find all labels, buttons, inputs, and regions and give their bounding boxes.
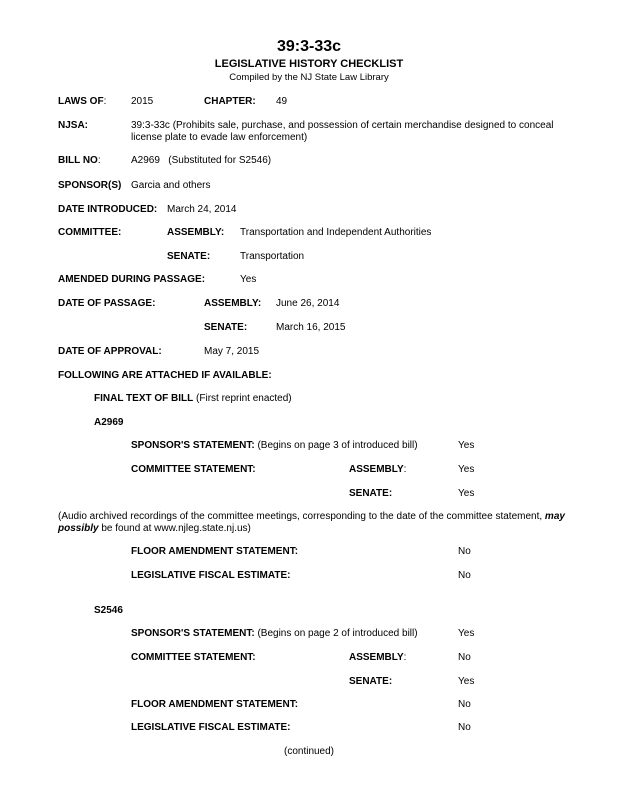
bill-no-value: A2969 (Substituted for S2546): [131, 155, 272, 166]
sponsors-value: Garcia and others: [131, 180, 211, 191]
approval-label: DATE OF APPROVAL:: [58, 346, 162, 357]
bill-s2546-heading: S2546: [94, 605, 123, 616]
bill-a2969-heading: A2969: [94, 417, 124, 428]
njsa-value: 39:3-33c (Prohibits sale, purchase, and possession of certain merchandise designed to conceal license plate to evade law enforcement): [131, 120, 554, 143]
s2546-sponsor-statement: SPONSOR'S STATEMENT: (Begins on page 2 of introduced bill): [131, 628, 418, 639]
chapter-value: 49: [276, 96, 288, 107]
bill-no-label: BILL NO:: [58, 155, 101, 166]
document-subtitle: Compiled by the NJ State Law Library: [229, 72, 389, 83]
continued-note: (continued): [283, 746, 335, 757]
passage-label: DATE OF PASSAGE:: [58, 298, 156, 309]
sponsors-label: SPONSOR(S): [58, 180, 122, 191]
passage-assembly-value: June 26, 2014: [276, 298, 340, 309]
a2969-fiscal-estimate-label: LEGISLATIVE FISCAL ESTIMATE:: [131, 570, 291, 581]
attached-heading: FOLLOWING ARE ATTACHED IF AVAILABLE:: [58, 370, 272, 381]
s2546-fiscal-estimate-label: LEGISLATIVE FISCAL ESTIMATE:: [131, 722, 291, 733]
a2969-assembly-value: Yes: [458, 464, 475, 475]
amended-value: Yes: [240, 274, 257, 285]
committee-senate-value: Transportation: [240, 251, 305, 262]
passage-assembly-label: ASSEMBLY:: [204, 298, 262, 309]
passage-senate-value: March 16, 2015: [276, 322, 346, 333]
laws-of-value: 2015: [131, 96, 154, 107]
final-text: FINAL TEXT OF BILL (First reprint enacted): [94, 393, 292, 404]
s2546-senate-label: SENATE:: [349, 676, 393, 687]
date-introduced-value: March 24, 2014: [167, 204, 237, 215]
a2969-sponsor-statement: SPONSOR'S STATEMENT: (Begins on page 3 of introduced bill): [131, 440, 418, 451]
approval-value: May 7, 2015: [204, 346, 260, 357]
s2546-sponsor-statement-value: Yes: [458, 628, 475, 639]
s2546-assembly-label: ASSEMBLY:: [349, 652, 407, 663]
a2969-senate-value: Yes: [458, 488, 475, 499]
a2969-floor-amendment-label: FLOOR AMENDMENT STATEMENT:: [131, 546, 299, 557]
document-title: LEGISLATIVE HISTORY CHECKLIST: [214, 58, 404, 70]
s2546-fiscal-estimate-value: No: [458, 722, 471, 733]
a2969-committee-statement-label: COMMITTEE STATEMENT:: [131, 464, 256, 475]
committee-senate-label: SENATE:: [167, 251, 211, 262]
a2969-floor-amendment-value: No: [458, 546, 471, 557]
statute-title: 39:3-33c: [276, 38, 342, 55]
s2546-floor-amendment-label: FLOOR AMENDMENT STATEMENT:: [131, 699, 299, 710]
passage-senate-label: SENATE:: [204, 322, 248, 333]
amended-label: AMENDED DURING PASSAGE:: [58, 274, 206, 285]
date-introduced-label: DATE INTRODUCED:: [58, 204, 158, 215]
s2546-senate-value: Yes: [458, 676, 475, 687]
committee-assembly-label: ASSEMBLY:: [167, 227, 225, 238]
a2969-sponsor-statement-value: Yes: [458, 440, 475, 451]
committee-label: COMMITTEE:: [58, 227, 122, 238]
s2546-floor-amendment-value: No: [458, 699, 471, 710]
s2546-assembly-value: No: [458, 652, 471, 663]
njsa-label: NJSA:: [58, 120, 89, 131]
a2969-assembly-label: ASSEMBLY:: [349, 464, 407, 475]
audio-archive-note: (Audio archived recordings of the committee meetings, corresponding to the date of the committee statement, may possibly be found at www.njleg.state.nj.us): [58, 511, 565, 534]
chapter-label: CHAPTER:: [204, 96, 256, 107]
committee-assembly-value: Transportation and Independent Authorities: [240, 227, 432, 238]
laws-of-label: LAWS OF:: [58, 96, 107, 107]
a2969-senate-label: SENATE:: [349, 488, 393, 499]
s2546-committee-statement-label: COMMITTEE STATEMENT:: [131, 652, 256, 663]
a2969-fiscal-estimate-value: No: [458, 570, 471, 581]
